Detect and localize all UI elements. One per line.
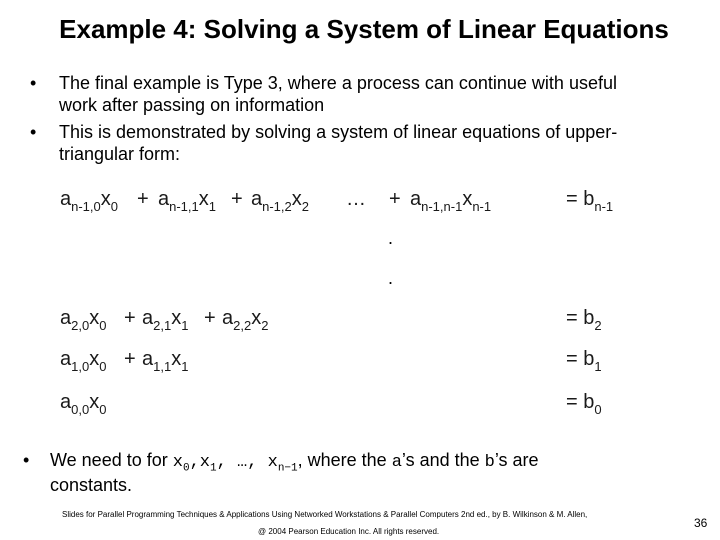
plus-sign: +: [204, 307, 216, 329]
bullet-3-line-2: constants.: [50, 475, 133, 495]
bullet-1-line-1: The final example is Type 3, where a process can continue with useful: [59, 73, 617, 93]
term-a-1-1: $a_{1,1}x_1$: [142, 348, 189, 374]
vertical-dot: .: [388, 228, 394, 248]
equals-b-n-1: = $b_{n-1}$: [566, 188, 614, 214]
bullet-dot: •: [30, 73, 37, 93]
term-a-1-0: $a_{1,0}x_0$: [60, 348, 107, 374]
term-a-n-1-n-1: $a_{n-1,n-1}x_{n-1}$: [410, 188, 492, 214]
plus-sign: +: [137, 188, 149, 210]
plus-sign: +: [389, 188, 401, 210]
equals-b-1: = $b_1$: [566, 348, 602, 374]
bullet-dot: •: [30, 122, 37, 142]
slide-title: Example 4: Solving a System of Linear Equations: [59, 14, 669, 44]
bullet-3-line-1: We need to for $x_0,x_1$, …, $x_{n-1}$, where the a’s and the b’s are: [50, 450, 539, 475]
plus-sign: +: [124, 307, 136, 329]
bullet-2-line-1: This is demonstrated by solving a system of linear equations of upper-: [59, 122, 618, 142]
page-number: 36: [694, 516, 708, 530]
term-a-n-1-2: $a_{n-1,2}x_2$: [251, 188, 309, 214]
term-a-0-0: $a_{0,0}x_0$: [60, 391, 107, 417]
bullet-2-line-2: triangular form:: [59, 144, 181, 164]
equals-b-2: = $b_2$: [566, 307, 602, 333]
term-a-2-2: $a_{2,2}x_2$: [222, 307, 269, 333]
equals-b-0: = $b_0$: [566, 391, 602, 417]
bullet-1-line-2: work after passing on information: [59, 95, 325, 115]
footer-citation: Slides for Parallel Programming Techniques & Applications Using Networked Workstations & Parallel Computers 2nd ed., by B. Wilkinson & M. Allen,: [62, 510, 588, 519]
term-a-2-0: $a_{2,0}x_0$: [60, 307, 107, 333]
bullet-dot: •: [23, 450, 30, 470]
term-a-n-1-1: $a_{n-1,1}x_1$: [158, 188, 216, 214]
term-a-2-1: $a_{2,1}x_1$: [142, 307, 189, 333]
plus-sign: +: [231, 188, 243, 210]
vertical-dot: .: [388, 268, 394, 288]
footer-copyright: @ 2004 Pearson Education Inc. All rights reserved.: [258, 527, 440, 536]
term-a-n-1-0: $a_{n-1,0}x_0$: [60, 188, 118, 214]
ellipsis: …: [346, 188, 366, 210]
plus-sign: +: [124, 348, 136, 370]
